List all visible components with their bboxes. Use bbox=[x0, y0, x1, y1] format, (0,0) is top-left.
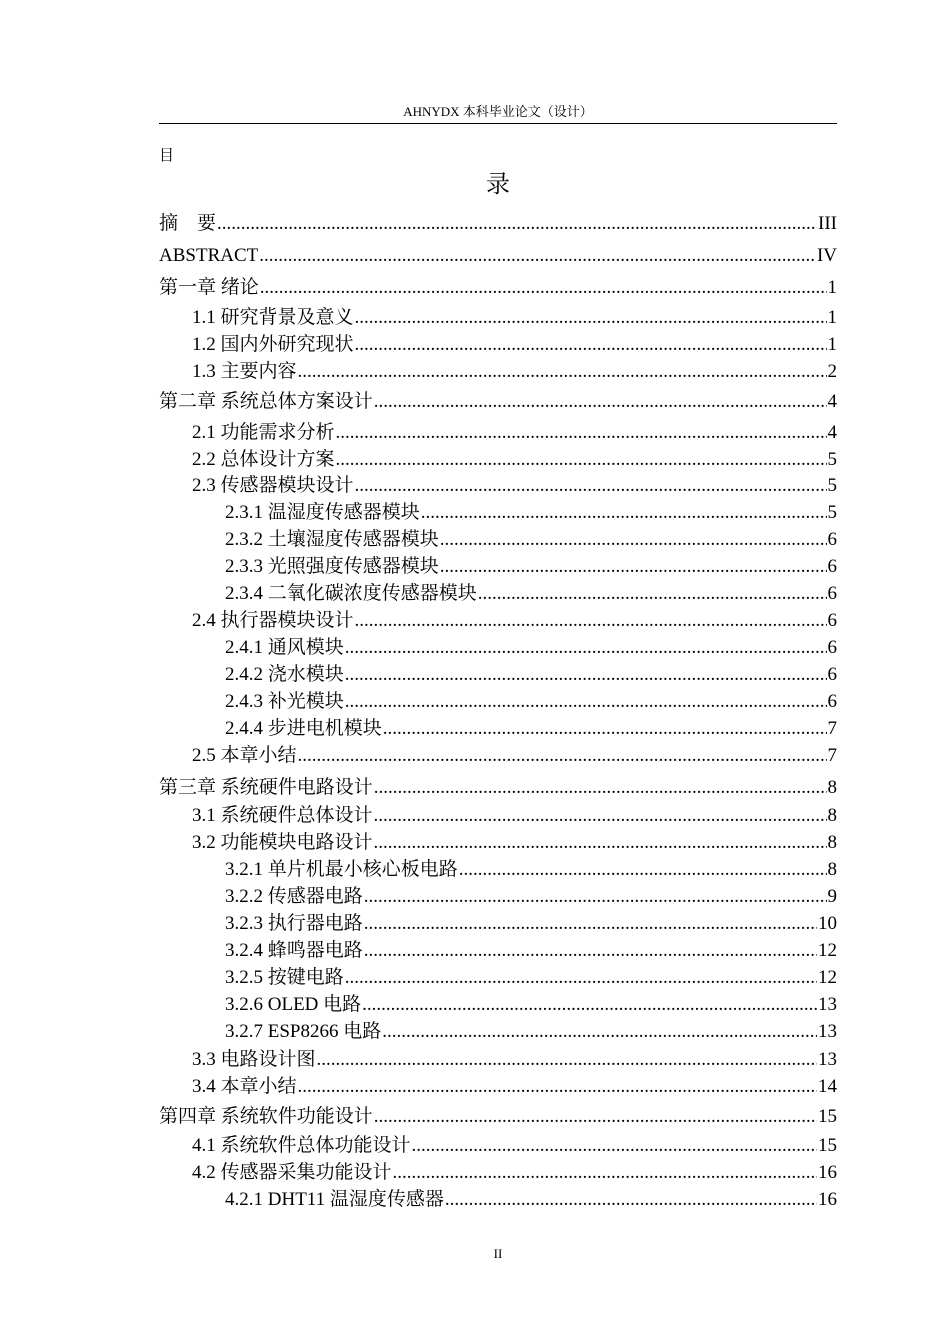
toc-entry[interactable] bbox=[159, 1105, 837, 1129]
toc-leader-dots bbox=[317, 1048, 817, 1072]
toc-entry-page: 6 bbox=[827, 664, 837, 685]
toc-entry-label: 摘 要 bbox=[159, 213, 217, 234]
toc-leader-dots bbox=[345, 663, 827, 687]
toc-entry[interactable] bbox=[159, 858, 837, 882]
page-number: II bbox=[493, 1246, 503, 1261]
toc-entry[interactable] bbox=[159, 1188, 837, 1212]
toc-entry[interactable] bbox=[159, 1134, 837, 1158]
toc-entry[interactable] bbox=[159, 276, 837, 300]
toc-entry[interactable] bbox=[159, 993, 837, 1017]
toc-entry[interactable] bbox=[159, 390, 837, 414]
toc-entry-page: 6 bbox=[827, 637, 837, 658]
toc-leader-dots bbox=[298, 1075, 817, 1099]
toc-entry[interactable] bbox=[159, 663, 837, 687]
toc-entry-page: 1 bbox=[827, 277, 837, 298]
toc-leader-dots bbox=[345, 636, 827, 660]
toc-entry-label: 3.2 功能模块电路设计 bbox=[192, 832, 373, 853]
toc-entry-label: 3.2.5 按键电路 bbox=[225, 967, 344, 988]
toc-entry-page: 10 bbox=[818, 913, 837, 934]
toc-leader-dots bbox=[459, 858, 827, 882]
toc-entry-page: 1 bbox=[827, 334, 837, 355]
toc-entry-label: 第四章 系统软件功能设计 bbox=[159, 1106, 373, 1127]
toc-entry-page: 16 bbox=[818, 1162, 837, 1183]
toc-leader-dots bbox=[382, 1020, 817, 1044]
toc-title-part1: 目 bbox=[159, 146, 175, 164]
toc-leader-dots bbox=[374, 390, 827, 414]
toc-leader-dots bbox=[345, 690, 827, 714]
toc-entry[interactable] bbox=[159, 501, 837, 525]
toc-entry-page: 5 bbox=[827, 475, 837, 496]
toc-entry-label: 第三章 系统硬件电路设计 bbox=[159, 777, 373, 798]
toc-entry-page: 14 bbox=[818, 1076, 837, 1097]
toc-entry-page: III bbox=[818, 213, 837, 234]
toc-entry-page: 8 bbox=[827, 832, 837, 853]
toc-entry[interactable] bbox=[159, 333, 837, 357]
toc-entry[interactable] bbox=[159, 474, 837, 498]
toc-entry[interactable] bbox=[159, 831, 837, 855]
toc-entry-page: 4 bbox=[827, 422, 837, 443]
toc-entry[interactable] bbox=[159, 1048, 837, 1072]
toc-entry-page: 7 bbox=[827, 745, 837, 766]
toc-entry[interactable] bbox=[159, 421, 837, 445]
toc-entry-label: 2.3.1 温湿度传感器模块 bbox=[225, 502, 420, 523]
toc-entry-label: 3.2.7 ESP8266 电路 bbox=[225, 1021, 382, 1042]
toc-leader-dots bbox=[393, 1161, 817, 1185]
toc-leader-dots bbox=[336, 421, 827, 445]
toc-entry[interactable] bbox=[159, 212, 837, 236]
toc-entry-label: 2.3 传感器模块设计 bbox=[192, 475, 354, 496]
toc-entry-label: 2.4.4 步进电机模块 bbox=[225, 718, 382, 739]
toc-entry[interactable] bbox=[159, 690, 837, 714]
table-of-contents bbox=[159, 0, 837, 1344]
toc-entry-page: 6 bbox=[827, 691, 837, 712]
toc-entry-label: 2.4.3 补光模块 bbox=[225, 691, 344, 712]
toc-entry-page: 2 bbox=[827, 361, 837, 382]
toc-entry-label: 4.2.1 DHT11 温湿度传感器 bbox=[225, 1189, 444, 1210]
toc-entry[interactable] bbox=[159, 448, 837, 472]
toc-entry[interactable] bbox=[159, 582, 837, 606]
toc-entry-page: 5 bbox=[827, 502, 837, 523]
toc-entry-page: 13 bbox=[818, 994, 837, 1015]
toc-leader-dots bbox=[217, 212, 817, 236]
toc-leader-dots bbox=[364, 912, 817, 936]
toc-entry-page: 6 bbox=[827, 610, 837, 631]
toc-entry[interactable] bbox=[159, 912, 837, 936]
toc-entry-label: 1.2 国内外研究现状 bbox=[192, 334, 354, 355]
toc-entry-label: 3.1 系统硬件总体设计 bbox=[192, 805, 373, 826]
toc-leader-dots bbox=[355, 306, 827, 330]
toc-entry-page: 1 bbox=[827, 307, 837, 328]
toc-leader-dots bbox=[440, 555, 827, 579]
toc-entry-page: 6 bbox=[827, 529, 837, 550]
toc-entry[interactable] bbox=[159, 776, 837, 800]
toc-entry[interactable] bbox=[159, 244, 837, 268]
toc-entry[interactable] bbox=[159, 555, 837, 579]
toc-leader-dots bbox=[298, 744, 827, 768]
toc-entry-page: 15 bbox=[818, 1135, 837, 1156]
toc-entry-page: 12 bbox=[818, 940, 837, 961]
toc-leader-dots bbox=[364, 939, 817, 963]
toc-entry-label: 3.2.4 蜂鸣器电路 bbox=[225, 940, 363, 961]
toc-entry-page: 6 bbox=[827, 583, 837, 604]
toc-entry-label: 3.2.1 单片机最小核心板电路 bbox=[225, 859, 458, 880]
toc-entry-label: 2.1 功能需求分析 bbox=[192, 422, 335, 443]
toc-entry-label: 3.3 电路设计图 bbox=[192, 1049, 316, 1070]
toc-entry[interactable] bbox=[159, 360, 837, 384]
toc-leader-dots bbox=[345, 966, 817, 990]
toc-entry-page: 8 bbox=[827, 777, 837, 798]
toc-leader-dots bbox=[355, 474, 827, 498]
toc-entry-page: 4 bbox=[827, 391, 837, 412]
toc-entry[interactable] bbox=[159, 804, 837, 828]
toc-leader-dots bbox=[355, 609, 827, 633]
toc-title-part2: 录 bbox=[486, 170, 510, 198]
toc-entry-page: 13 bbox=[818, 1049, 837, 1070]
toc-entry-label: 2.4.1 通风模块 bbox=[225, 637, 344, 658]
page-header: AHNYDX 本科毕业论文（设计） bbox=[403, 104, 593, 119]
toc-leader-dots bbox=[374, 776, 827, 800]
toc-entry[interactable] bbox=[159, 609, 837, 633]
toc-entry-page: 5 bbox=[827, 449, 837, 470]
toc-entry-page: 9 bbox=[827, 886, 837, 907]
toc-entry-page: 7 bbox=[827, 718, 837, 739]
toc-entry-label: 3.2.2 传感器电路 bbox=[225, 886, 363, 907]
toc-leader-dots bbox=[440, 528, 827, 552]
toc-entry-label: 4.1 系统软件总体功能设计 bbox=[192, 1135, 411, 1156]
toc-entry[interactable] bbox=[159, 717, 837, 741]
toc-entry[interactable] bbox=[159, 306, 837, 330]
toc-entry[interactable] bbox=[159, 939, 837, 963]
toc-entry-label: ABSTRACT bbox=[159, 245, 259, 266]
toc-leader-dots bbox=[364, 885, 827, 909]
toc-entry[interactable] bbox=[159, 528, 837, 552]
toc-entry-label: 2.2 总体设计方案 bbox=[192, 449, 335, 470]
toc-entry-label: 3.2.3 执行器电路 bbox=[225, 913, 363, 934]
toc-entry[interactable] bbox=[159, 1075, 837, 1099]
toc-leader-dots bbox=[421, 501, 827, 525]
toc-entry-label: 1.3 主要内容 bbox=[192, 361, 297, 382]
toc-leader-dots bbox=[412, 1134, 817, 1158]
toc-entry-label: 第二章 系统总体方案设计 bbox=[159, 391, 373, 412]
toc-leader-dots bbox=[374, 831, 827, 855]
toc-entry-page: 16 bbox=[818, 1189, 837, 1210]
toc-leader-dots bbox=[298, 360, 827, 384]
toc-leader-dots bbox=[374, 804, 827, 828]
toc-entry-label: 3.2.6 OLED 电路 bbox=[225, 994, 362, 1015]
toc-entry-page: 8 bbox=[827, 859, 837, 880]
toc-entry-label: 3.4 本章小结 bbox=[192, 1076, 297, 1097]
toc-entry-page: IV bbox=[816, 245, 837, 266]
toc-leader-dots bbox=[355, 333, 827, 357]
toc-entry[interactable] bbox=[159, 966, 837, 990]
toc-leader-dots bbox=[383, 717, 827, 741]
toc-entry-label: 1.1 研究背景及意义 bbox=[192, 307, 354, 328]
toc-leader-dots bbox=[362, 993, 817, 1017]
toc-entry-label: 2.5 本章小结 bbox=[192, 745, 297, 766]
toc-entry-label: 2.4.2 浇水模块 bbox=[225, 664, 344, 685]
toc-leader-dots bbox=[336, 448, 827, 472]
toc-entry-label: 2.3.3 光照强度传感器模块 bbox=[225, 556, 439, 577]
toc-entry[interactable] bbox=[159, 744, 837, 768]
toc-entry-label: 4.2 传感器采集功能设计 bbox=[192, 1162, 392, 1183]
toc-leader-dots bbox=[260, 276, 827, 300]
toc-entry[interactable] bbox=[159, 1020, 837, 1044]
toc-leader-dots bbox=[259, 244, 816, 268]
toc-entry-page: 15 bbox=[818, 1106, 837, 1127]
toc-entry-label: 2.3.2 土壤湿度传感器模块 bbox=[225, 529, 439, 550]
toc-leader-dots bbox=[445, 1188, 817, 1212]
toc-entry-page: 13 bbox=[818, 1021, 837, 1042]
toc-leader-dots bbox=[374, 1105, 817, 1129]
toc-entry[interactable] bbox=[159, 885, 837, 909]
toc-entry-page: 12 bbox=[818, 967, 837, 988]
toc-entry-label: 2.4 执行器模块设计 bbox=[192, 610, 354, 631]
toc-entry[interactable] bbox=[159, 1161, 837, 1185]
toc-entry[interactable] bbox=[159, 636, 837, 660]
toc-leader-dots bbox=[478, 582, 827, 606]
toc-entry-page: 8 bbox=[827, 805, 837, 826]
toc-entry-label: 2.3.4 二氧化碳浓度传感器模块 bbox=[225, 583, 477, 604]
toc-entry-label: 第一章 绪论 bbox=[159, 277, 259, 298]
toc-entry-page: 6 bbox=[827, 556, 837, 577]
